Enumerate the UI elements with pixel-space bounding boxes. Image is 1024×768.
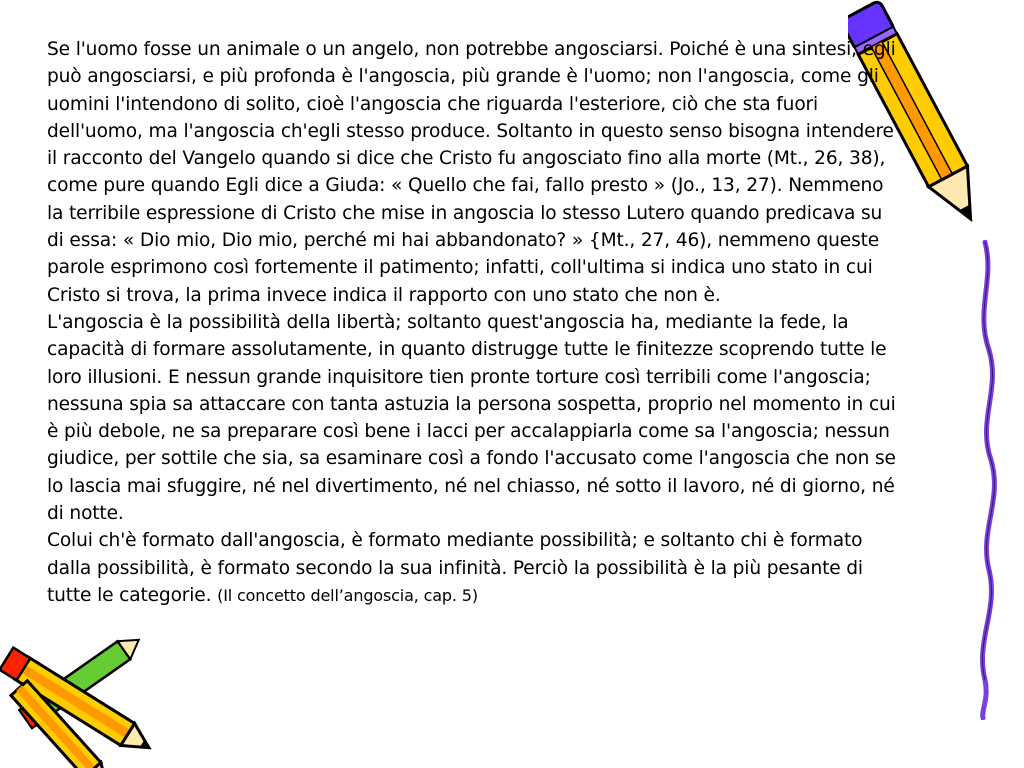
crossed-pencils-icon bbox=[0, 612, 160, 768]
squiggle-line-icon bbox=[955, 240, 1015, 720]
paragraph-3-text: Colui ch'è formato dall'angoscia, è formato mediante possibilità; e soltanto chi è formato dalla possibilità, è formato secondo la sua infinità. Perciò la possibilità è la più pesante di tutte le categorie. bbox=[47, 530, 863, 606]
paragraph-1: Se l'uomo fosse un animale o un angelo, non potrebbe angosciarsi. Poiché è una sintesi, egli può angosciarsi, e più profonda è l'angoscia, più grande è l'uomo; non l'angoscia, come gli uomini l'intendono di solito, cioè l'angoscia che riguarda l'esteriore, ciò che sta fuori dell'uomo, ma l'angoscia ch'egli stesso produce. Soltanto in questo senso bisogna intendere il racconto del Vangelo quando si dice che Cristo fu angosciato fino alla morte (Mt., 26, 38), come pure quando Egli dice a Giuda: « Quello che fai, fallo presto » (Jo., 13, 27). Nemmeno la terribile espressione di Cristo che mise in angoscia lo stesso Lutero quando predicava su di essa: « Dio mio, Dio mio, perché mi hai abbandonato? » {Mt., 27, 46), nemmeno queste parole esprimono così fortemente il patimento; infatti, coll'ultima si indica uno stato in cui Cristo si trova, la prima invece indica il rapporto con uno stato che non è. bbox=[47, 39, 896, 306]
paragraph-2: L'angoscia è la possibilità della libertà; soltanto quest'angoscia ha, mediante la fede, la capacità di formare assolutamente, in quanto distrugge tutte le finitezze scoprendo tutte le loro illusioni. E nessun grande inquisitore tien pronte torture così terribili come l'angoscia; nessuna spia sa attaccare con tanta astuzia la persona sospetta, proprio nel momento in cui è più debole, ne sa preparare così bene i lacci per accalappiarla come sa l'angoscia; nessun giudice, per sottile che sia, sa esaminare così a fondo l'accusato come l'angoscia che non se lo lascia mai sfuggire, né nel divertimento, né nel chiasso, né sotto il lavoro, né di giorno, né di notte. bbox=[47, 311, 896, 525]
paragraph-3 bbox=[47, 527, 897, 609]
citation: (Il concetto dell’angoscia, cap. 5) bbox=[217, 585, 478, 605]
quote-text bbox=[47, 36, 897, 609]
